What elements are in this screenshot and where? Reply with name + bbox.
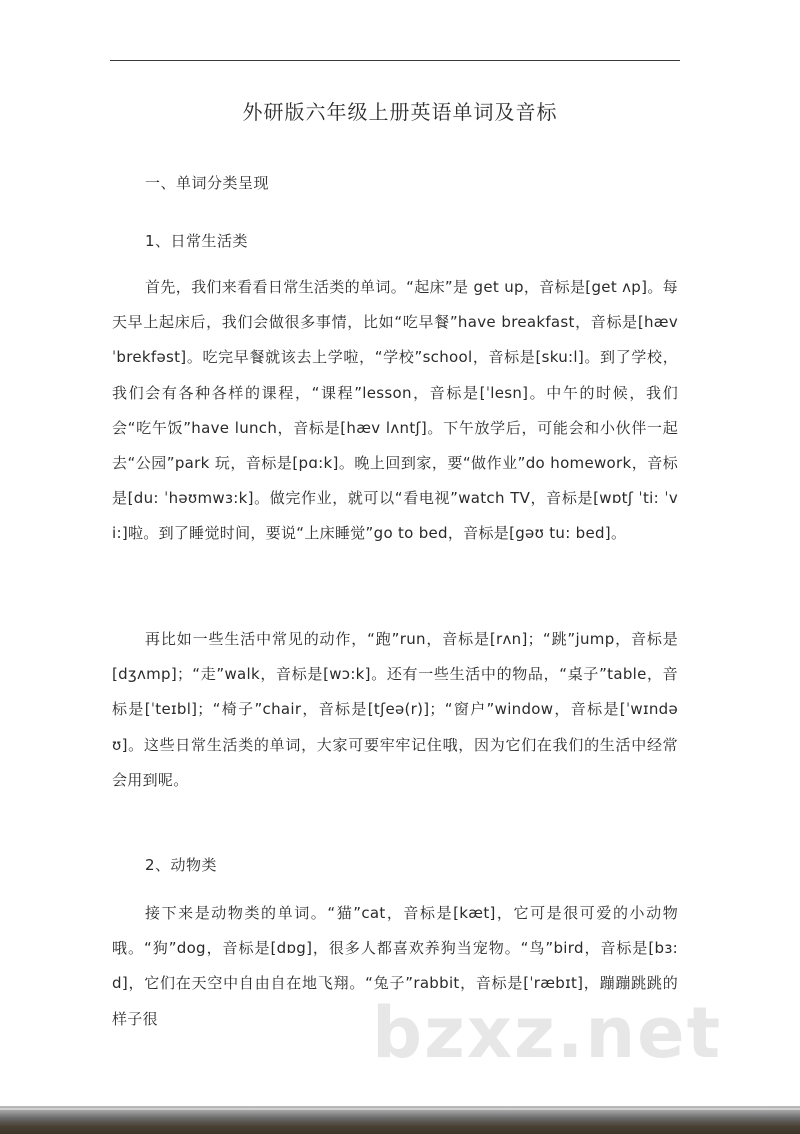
header-rule [110, 60, 680, 61]
document-title: 外研版六年级上册英语单词及音标 [242, 100, 558, 124]
section-heading-1: 一、单词分类呈现 [145, 174, 270, 192]
subsection-heading-daily-life: 1、日常生活类 [145, 232, 249, 250]
watermark-logo: bzxz.net [372, 992, 723, 1074]
paragraph-daily-life-2: 再比如一些生活中常见的动作，“跑”run，音标是[rʌn]；“跳”jump，音标是[dʒʌmp]；“走”walk，音标是[wɔ:k]。还有一些生活中的物品，“桌子”table，音标是[ˈteɪbl]；“椅子”chair，音标是[tʃeə(r)]；“窗户”window，音标是[ˈwɪndəʊ]。这些日常生活类的单词，大家可要牢牢记住哦，因为它们在我们的生活中经常会用到呢。 [112, 630, 678, 789]
paragraph-animals: 接下来是动物类的单词。“猫”cat，音标是[kæt]，它可是很可爱的小动物哦。“狗”dog，音标是[dɒg]，很多人都喜欢养狗当宠物。“鸟”bird，音标是[bɜ:d]，它们在天空中自由自在地飞翔。“兔子”rabbit，音标是[ˈræbɪt]，蹦蹦跳跳的样子很 [112, 904, 678, 1028]
subsection-heading-animals: 2、动物类 [145, 856, 218, 874]
page-bottom-edge [0, 1106, 800, 1134]
paragraph-daily-life-1: 首先，我们来看看日常生活类的单词。“起床”是 get up，音标是[get ʌp]。每天早上起床后，我们会做很多事情，比如“吃早餐”have breakfast，音标是[hæv ˈbrekfəst]。吃完早餐就该去上学啦，“学校”school，音标是[sku:l]。到了学校，我们会有各种各样的课程，“课程”lesson，音标是[ˈlesn]。中午的时候，我们会“吃午饭”have lunch，音标是[hæv lʌntʃ]。下午放学后，可能会和小伙伴一起去“公园”park 玩，音标是[pɑ:k]。晚上回到家，要“做作业”do homework，音标是[du: ˈhəʊmwɜ:k]。做完作业，就可以“看电视”watch TV，音标是[wɒtʃ ˈti: ˈvi:]啦。到了睡觉时间，要说“上床睡觉”go to bed，音标是[gəʊ tu: bed]。 [112, 278, 678, 543]
page-bottom-highlight [0, 1108, 800, 1110]
